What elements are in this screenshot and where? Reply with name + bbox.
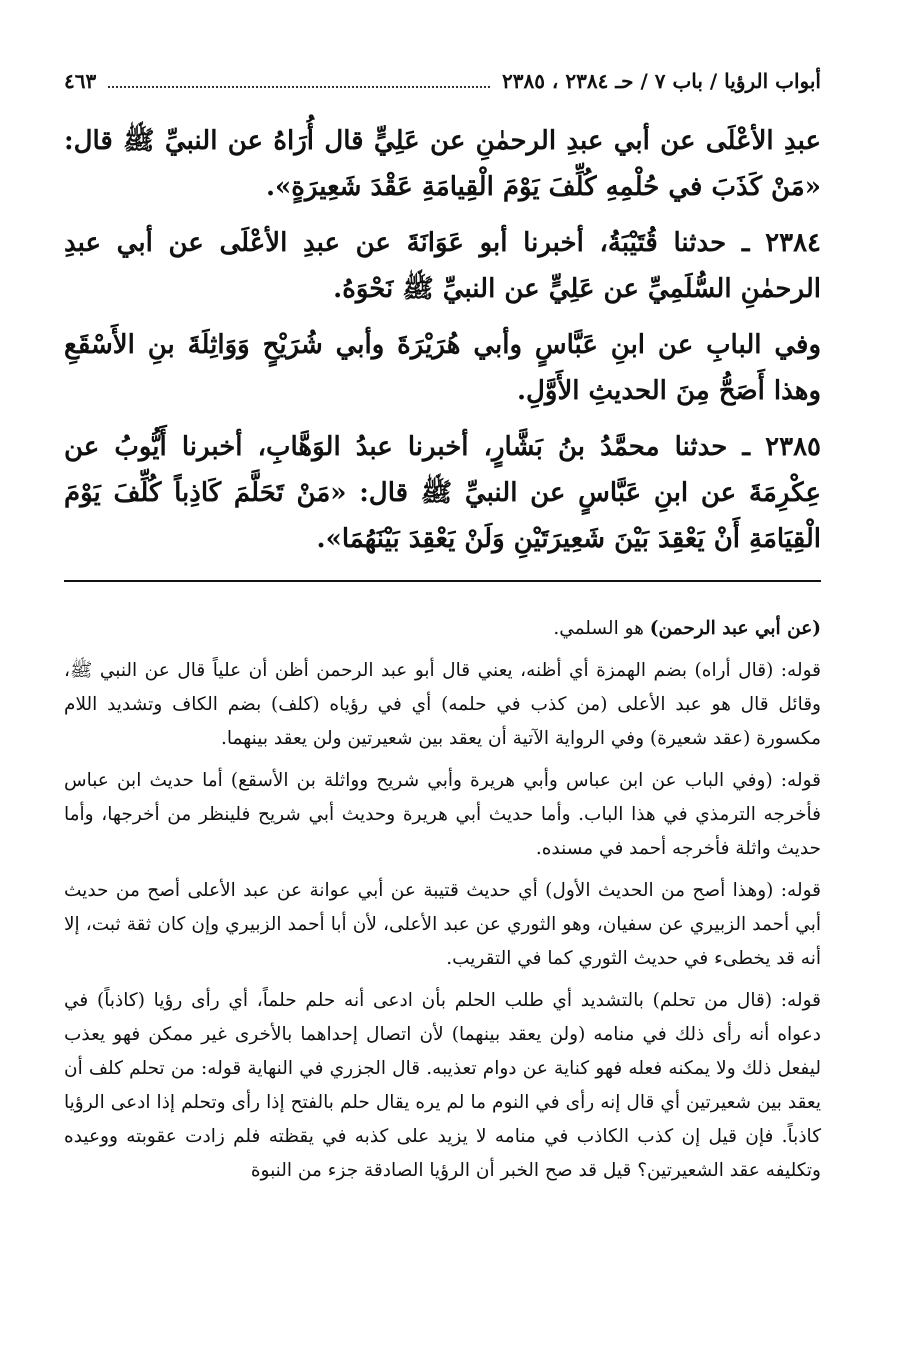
header-title: أبواب الرؤيا / باب ٧ / حـ ٢٣٨٤ ، ٢٣٨٥ (502, 69, 821, 93)
commentary-text: قوله: (قال من تحلم) بالتشديد أي طلب الحلم بأن ادعى أنه حلم حلماً، أي رأى رؤيا (كاذباً) في دعواه أنه رأى ذلك في منامه (ولن يعقد بينهما) لأن اتصال إحداهما بالأخرى غير ممكن فهو يعذب ليفعل ذلك ولا يمكنه فعله فهو كناية عن دوام تعذيبه. قال الجزري في النهاية قوله: من تحلم كلف أن يعقد بين شعيرتين أي قال إنه رأى في النوم ما لم يره يقال حلم بالفتح إذا رأى وتحلم إذا ادعى الرؤيا كاذباً. فإن قيل إن كذب الكاذب في منامه لا يزيد على كذبه في يقظته فلم زادت عقوبته ووعيده وتكليفه عقد الشعيرتين؟ قيل قد صح الخبر أن الرؤيا الصادقة جزء من النبوة (64, 990, 821, 1181)
commentary (64, 612, 821, 1196)
hadith-paragraph: عبدِ الأعْلَى عن أبي عبدِ الرحمٰنِ عن عَلِيٍّ قال أُرَاهُ عن النبيِّ ﷺ قال: «مَنْ كَذَبَ في حُلْمِهِ كُلِّفَ يَوْمَ الْقِيامَةِ عَقْدَ شَعِيرَةٍ». (64, 126, 821, 202)
commentary-lead: (عن أبي عبد الرحمن) (649, 618, 821, 639)
hadith-text (64, 118, 821, 572)
commentary-text: قوله: (وفي الباب عن ابن عباس وأبي هريرة وأبي شريح وواثلة بن الأسقع) أما حديث ابن عباس فأخرجه الترمذي في هذا الباب. وأما حديث أبي هريرة وحديث أبي شريح فلينظر من أخرجها، وأما حديث واثلة فأخرجه أحمد في مسنده. (64, 770, 821, 859)
commentary-paragraph (64, 764, 821, 866)
commentary-text: هو السلمي. (553, 618, 650, 639)
hadith-paragraph: ٢٣٨٤ ـ حدثنا قُتَيْبَةُ، أخبرنا أبو عَوَانَةَ عن عبدِ الأعْلَى عن أبي عبدِ الرحمٰنِ السُّلَمِيِّ عن عَلِيٍّ عن النبيِّ ﷺ نَحْوَهُ. (64, 228, 821, 304)
commentary-paragraph (64, 654, 821, 756)
commentary-paragraph (64, 874, 821, 976)
commentary-text: قوله: (قال أراه) بضم الهمزة أي أظنه، يعني قال أبو عبد الرحمن أظن أن علياً قال عن النبي ﷺ، وقائل قال هو عبد الأعلى (من كذب في حلمه) أي في رؤياه (كلف) بضم الكاف وتشديد اللام مكسورة (عقد شعيرة) وفي الرواية الآتية أن يعقد بين شعيرتين ولن يعقد بينهما. (64, 660, 821, 749)
hadith-paragraph: وفي البابِ عن ابنِ عَبَّاسٍ وأبي هُرَيْرَةَ وأبي شُرَيْحٍ وَوَاثِلَةَ بنِ الأَسْقَعِ وهذا أَصَحُّ مِنَ الحديثِ الأَوَّلِ. (64, 330, 821, 406)
commentary-text: قوله: (وهذا أصح من الحديث الأول) أي حديث قتيبة عن أبي عوانة عن عبد الأعلى أصح من حديث أبي أحمد الزبيري عن سفيان، وهو الثوري عن عبد الأعلى، لأن أبا أحمد الزبيري وإن كان ثقة ثبت، إلا أنه قد يخطىء في حديث الثوري كما في التقريب. (64, 880, 821, 969)
footnote-divider (64, 580, 821, 582)
commentary-paragraph (64, 612, 821, 646)
page-number: ٤٦٣ (64, 69, 97, 93)
commentary-paragraph (64, 984, 821, 1188)
header-dots (108, 74, 490, 88)
running-header (64, 64, 821, 98)
hadith-paragraph: ٢٣٨٥ ـ حدثنا محمَّدُ بنُ بَشَّارٍ، أخبرنا عبدُ الوَهَّابِ، أخبرنا أَيُّوبُ عن عِكْرِمَةَ عن ابنِ عَبَّاسٍ عن النبيِّ ﷺ قال: «مَنْ تَحَلَّمَ كَاذِباً كُلِّفَ يَوْمَ الْقِيَامَةِ أَنْ يَعْقِدَ بَيْنَ شَعِيرَتَيْنِ وَلَنْ يَعْقِدَ بَيْنَهُمَا». (64, 432, 821, 554)
